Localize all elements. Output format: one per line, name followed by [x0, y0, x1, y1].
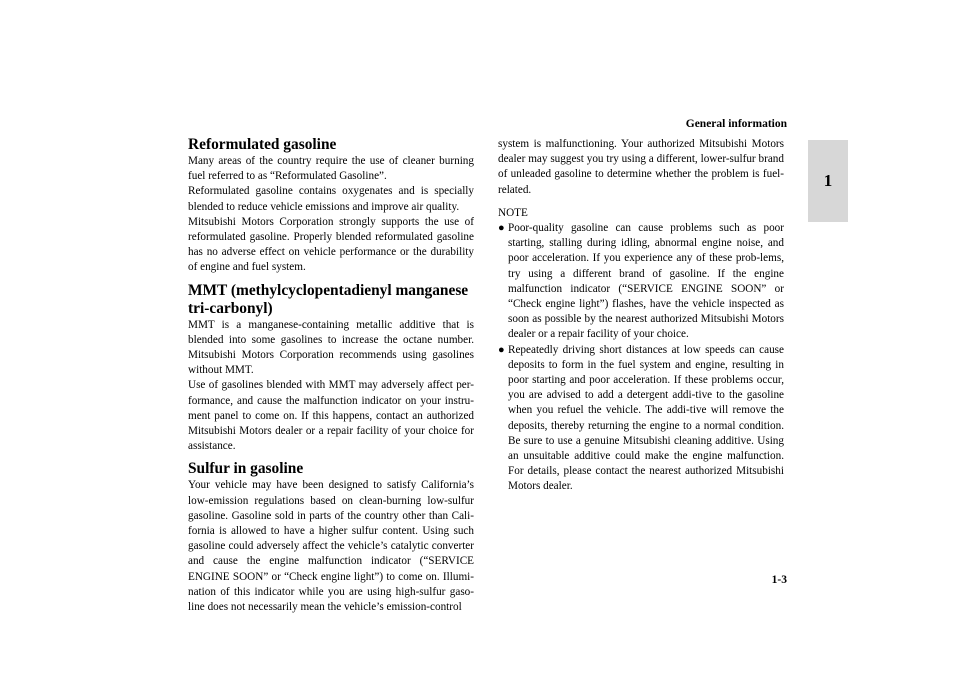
left-column	[188, 136, 474, 615]
note-item	[498, 343, 784, 495]
reformulated-paragraph-2: Reformulated gasoline contains oxygenates and is specially blended to reduce vehicle emissions and improve air quality.	[188, 185, 474, 213]
sulfur-paragraph-1: Your vehicle may have been designed to satisfy California’s low-emission regulations based on clean-burning low-sulfur gasoline. Gasoline sold in parts of the country other than Cali-fornia is allowed to have a higher sulfur content. Using such gasoline could adversely affect the vehicle’s catalytic converter and cause the engine malfunction indicator (“SERVICE ENGINE SOON” or “Check engine light”) to come on. Illumi-nation of this indicator while you are using high-sulfur gaso-line does not necessarily mean the vehicle’s emission-control	[188, 479, 474, 614]
section-title: General information	[685, 118, 787, 130]
sulfur-continuation: system is malfunctioning. Your authorized Mitsubishi Motors dealer may suggest you try using a different, lower-sulfur brand of unleaded gasoline to determine whether the problem is fuel-related.	[498, 138, 784, 196]
reformulated-paragraph-3: Mitsubishi Motors Corporation strongly supports the use of reformulated gasoline. Properly blended reformulated gasoline has no adverse effect on vehicle performance or the durability of engine and fuel system.	[188, 215, 474, 274]
chapter-tab-number: 1	[823, 171, 833, 190]
note-text: Repeatedly driving short distances at low speeds can cause deposits to form in the fuel system and engine, resulting in poor starting and poor acceleration. If these problems occur, you are advised to add a detergent addi-tive to the gasoline when you refuel the vehicle. The addi-tive will remove the deposits, thereby returning the engine to a normal condition. Be sure to use a genuine Mitsubishi cleaning additive. Using an unsuitable additive could make the engine malfunction. For details, please contact the nearest authorized Mitsubishi Motors dealer.	[508, 343, 784, 493]
right-column	[498, 137, 784, 495]
page-number: 1-3	[771, 574, 787, 586]
reformulated-gasoline-heading: Reformulated gasoline	[188, 136, 337, 153]
mmt-paragraph-1: MMT is a manganese-containing metallic additive that is blended into some gasolines to increase the octane number. Mitsubishi Motors Corporation recommends using gasolines without MMT.	[188, 318, 474, 377]
bullet-icon: ●	[498, 343, 505, 356]
chapter-tab	[808, 140, 848, 222]
sulfur-heading: Sulfur in gasoline	[188, 460, 304, 478]
mmt-paragraph-2: Use of gasolines blended with MMT may adversely affect per-formance, and cause the malfunction indicator on your instru-ment panel to come on. If this happens, contact an authorized Mitsubishi Motors dealer or a repair facility of your choice for assistance.	[188, 379, 474, 453]
mmt-heading: MMT (methylcyclopentadienyl manganese tri-carbonyl)	[188, 281, 469, 317]
note-text: Poor-quality gasoline can cause problems such as poor starting, stalling during idling, abnormal engine noise, and poor acceleration. If you experience any of these prob-lems, try using a different brand of gasoline. If the engine malfunction indicator (“SERVICE ENGINE SOON” or “Check engine light”) flashes, have the vehicle inspected as soon as possible by the nearest authorized Mitsubishi Motors dealer or a repair facility of your choice.	[508, 222, 784, 341]
bullet-icon: ●	[498, 222, 505, 235]
reformulated-paragraph-1: Many areas of the country require the use of cleaner burning fuel referred to as “Reformulated Gasoline”.	[188, 155, 474, 183]
note-item	[498, 221, 784, 343]
note-list	[498, 221, 784, 495]
note-label: NOTE	[498, 206, 528, 219]
